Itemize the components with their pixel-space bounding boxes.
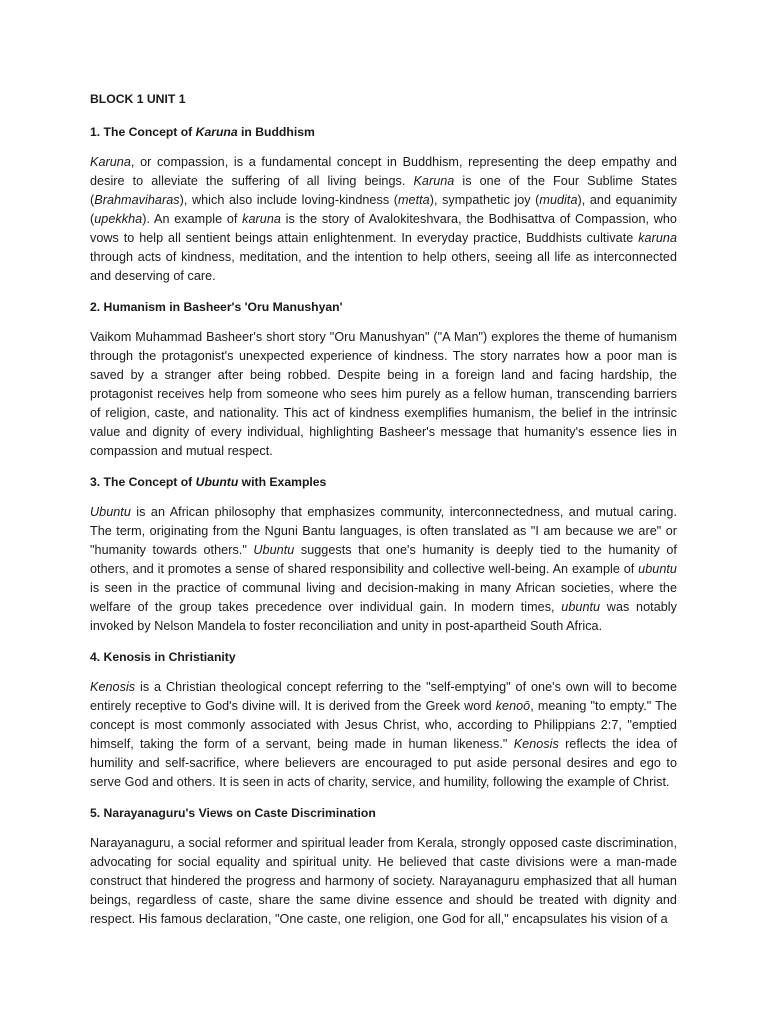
paragraph-run: ), and equanimity ( — [90, 193, 677, 226]
paragraph-run: Kenosis — [90, 680, 136, 694]
paragraph-run: Kenosis — [513, 737, 559, 751]
paragraph-run: is one of the Four Sublime States ( — [90, 174, 678, 207]
section-heading — [90, 648, 677, 667]
section-paragraph — [90, 503, 677, 636]
paragraph-run: karuna — [638, 231, 677, 245]
paragraph-run: through acts of kindness, meditation, and the intention to help others, seeing all life as interconnected and deserving of care. — [90, 250, 677, 283]
paragraph-run: is seen in the practice of communal living and decision-making in many African societies, where the welfare of the group takes precedence over individual gain. In modern times, — [90, 581, 677, 614]
heading-run: in Buddhism — [237, 125, 315, 139]
paragraph-run: reflects the idea of humility and self-sacrifice, where believers are encouraged to put aside personal desires and ego to serve God and others. It is seen in acts of charity, service, and humility, following the example of Christ. — [90, 737, 678, 789]
paragraph-run: , meaning "to empty." The concept is most commonly associated with Jesus Christ, who, according to Philippians 2:7, "emptied himself, taking the form of a servant, being made in human likeness." — [90, 699, 677, 751]
paragraph-run: mudita — [539, 193, 578, 207]
heading-run: Karuna — [195, 125, 238, 139]
heading-run: 3. The Concept of — [90, 475, 196, 489]
paragraph-run: metta — [397, 193, 430, 207]
heading-run: 2. Humanism in Basheer's 'Oru Manushyan' — [90, 300, 343, 314]
paragraph-run: suggests that one's humanity is deeply tied to the humanity of others, and it promotes a sense of shared responsibility and collective well-being. An example of — [90, 543, 677, 576]
paragraph-run: Karuna — [413, 174, 455, 188]
paragraph-run: ), sympathetic joy ( — [429, 193, 540, 207]
paragraph-run: upekkha — [94, 212, 143, 226]
paragraph-run: Vaikom Muhammad Basheer's short story "Oru Manushyan" ("A Man") explores the theme of humanism through the protagonist's unexpected experience of kindness. The story narrates how a poor man is saved by a stranger after being robbed. Despite being in a foreign land and facing hardship, the protagonist receives help from someone who sees him purely as a fellow human, transcending barriers of religion, caste, and nationality. This act of kindness exemplifies humanism, the belief in the intrinsic value and dignity of every individual, highlighting Basheer's message that humanity's essence lies in compassion and mutual respect. — [90, 330, 677, 458]
section-heading — [90, 473, 677, 492]
paragraph-run: is the story of Avalokiteshvara, the Bodhisattva of Compassion, who vows to help all sentient beings attain enlightenment. In everyday practice, Buddhists cultivate — [90, 212, 677, 245]
section-paragraph — [90, 328, 677, 461]
paragraph-run: ubuntu — [638, 562, 677, 576]
paragraph-run: is a Christian theological concept referring to the "self-emptying" of one's own will to become entirely receptive to God's divine will. It is derived from the Greek word — [90, 680, 677, 713]
paragraph-run: , or compassion, is a fundamental concept in Buddhism, representing the deep empathy and desire to alleviate the suffering of all living beings. — [90, 155, 677, 188]
section-paragraph — [90, 678, 677, 792]
heading-run: Ubuntu — [195, 475, 239, 489]
section-paragraph — [90, 153, 677, 286]
section-heading — [90, 123, 677, 142]
sections-container — [90, 123, 677, 929]
heading-run: with Examples — [238, 475, 327, 489]
paragraph-run: Narayanaguru, a social reformer and spiritual leader from Kerala, strongly opposed caste discrimination, advocating for social equality and spiritual unity. He believed that caste divisions were a man-made construct that hindered the progress and harmony of society. Narayanaguru emphasized that all human beings, regardless of caste, share the same divine essence and should be treated with dignity and respect. His famous declaration, "One caste, one religion, one God for all," encapsulates his vision of a — [90, 836, 677, 926]
paragraph-run: ), which also include loving-kindness ( — [179, 193, 398, 207]
section-heading — [90, 298, 677, 317]
paragraph-run: Karuna — [90, 155, 131, 169]
document-body — [90, 90, 677, 941]
paragraph-run: Brahmaviharas — [94, 193, 180, 207]
paragraph-run: ubuntu — [561, 600, 601, 614]
paragraph-run: karuna — [242, 212, 281, 226]
heading-run: 4. Kenosis in Christianity — [90, 650, 236, 664]
section-heading — [90, 804, 677, 823]
paragraph-run: Ubuntu — [90, 505, 131, 519]
paragraph-run: was notably invoked by Nelson Mandela to foster reconciliation and unity in post-apartheid South Africa. — [90, 600, 677, 633]
heading-run: 5. Narayanaguru's Views on Caste Discrimination — [90, 806, 376, 820]
paragraph-run: kenoō — [495, 699, 531, 713]
section-paragraph — [90, 834, 677, 929]
paragraph-run: ). An example of — [142, 212, 243, 226]
block-title: BLOCK 1 UNIT 1 — [90, 92, 186, 106]
paragraph-run: is an African philosophy that emphasizes community, interconnectedness, and mutual caring. The term, originating from the Nguni Bantu languages, is often translated as "I am because we are" or "humanity towards others." — [90, 505, 677, 557]
paragraph-run: Ubuntu — [253, 543, 295, 557]
heading-run: 1. The Concept of — [90, 125, 196, 139]
